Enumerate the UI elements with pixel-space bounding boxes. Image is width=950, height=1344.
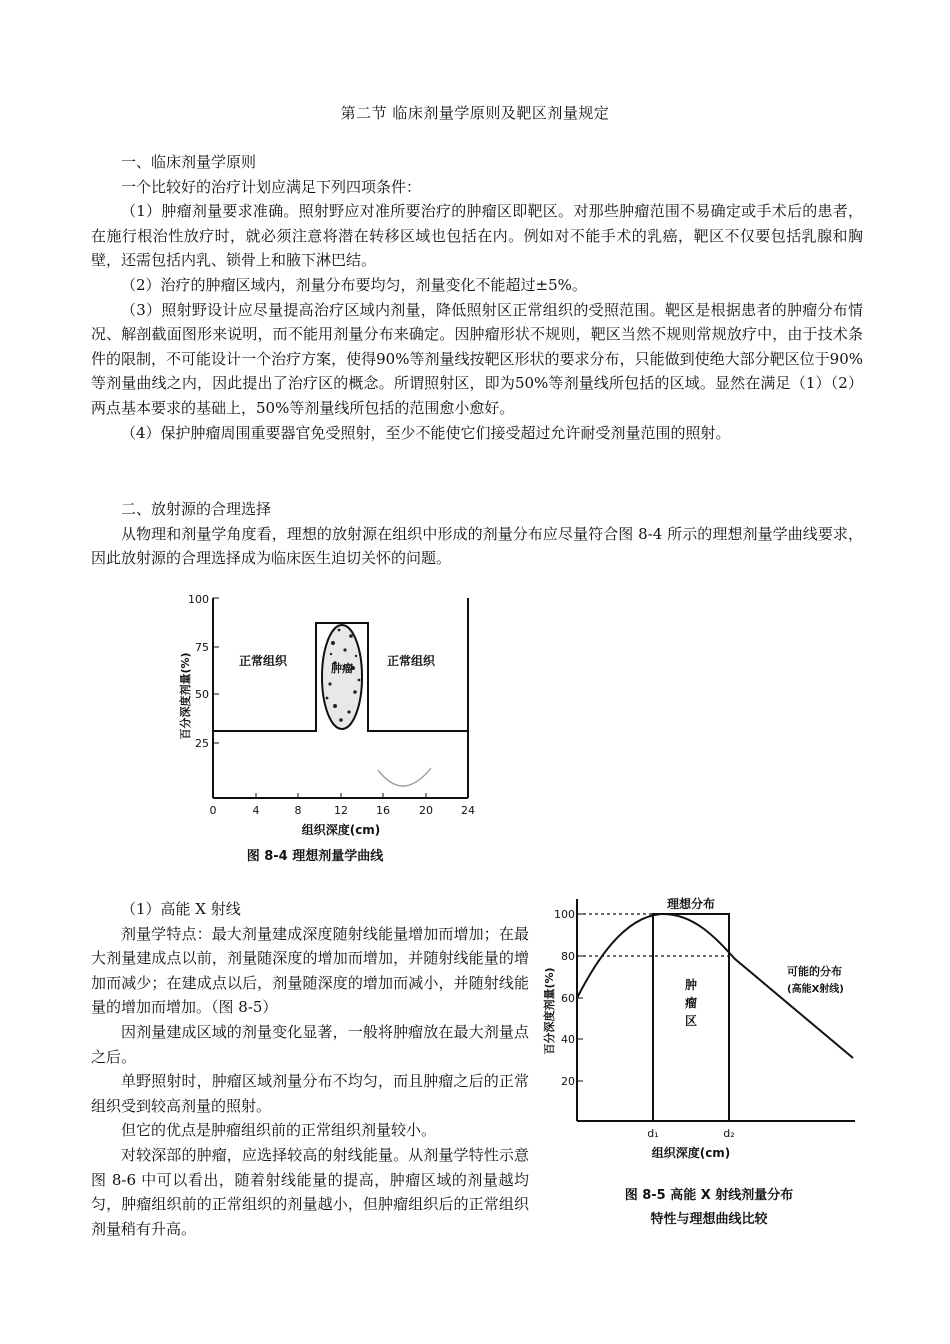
x-tick-d2: d₂ [723, 1127, 735, 1140]
x-ticks [210, 793, 476, 817]
y-tick-label: 20 [561, 1075, 575, 1088]
paragraph: 因剂量建成区域的剂量变化显著，一般将肿瘤放在最大剂量点之后。 [91, 1022, 529, 1066]
paragraph: 剂量学特点：最大剂量建成深度随射线能量增加而增加；在最大剂量建成点以前，剂量随深度的增加而增加，并随射线能量的增加而减少；在建成点以后，剂量随深度的增加而减小，并随射线能量的增加而增加。（图 8-5） [91, 924, 529, 1017]
possible-distribution-sub-label: (高能X射线) [787, 984, 844, 995]
figure-caption: 图 8-4 理想剂量学曲线 [246, 849, 384, 864]
section-heading: （1）高能 X 射线 [121, 900, 241, 918]
tumor-zone-char: 瘤 [684, 996, 698, 1010]
tumor-zone-char: 肿 [684, 978, 698, 992]
x-tick-label: 24 [461, 804, 475, 817]
normal-tissue-right-label: 正常组织 [386, 654, 436, 668]
normal-tissue-left-label: 正常组织 [238, 654, 288, 668]
figure-8-5-svg [543, 893, 873, 1233]
decorative-arc [378, 768, 431, 786]
ideal-distribution-label: 理想分布 [666, 897, 716, 911]
paragraph: （1）肿瘤剂量要求准确。照射野应对准所要治疗的肿瘤区即靶区。对那些肿瘤范围不易确定或手术后的患者，在施行根治性放疗时，就必须注意将潜在转移区域也包括在内。例如对不能手术的乳癌，靶区不仅要包括乳腺和胸壁，还需包括内乳、锁骨上和腋下淋巴结。 [91, 202, 863, 270]
figure-8-4-svg [175, 588, 485, 868]
figure-ideal-dose-curve [175, 588, 485, 868]
paragraph: 一个比较好的治疗计划应满足下列四项条件： [121, 177, 422, 196]
figure-caption-line1: 图 8-5 高能 X 射线剂量分布 [624, 1188, 794, 1203]
figure-caption-line2: 特性与理想曲线比较 [650, 1212, 768, 1227]
y-tick-label: 80 [561, 950, 575, 963]
paragraph: 但它的优点是肿瘤组织前的正常组织剂量较小。 [121, 1121, 437, 1140]
y-ticks [554, 908, 583, 1088]
y-tick-label: 40 [561, 1033, 575, 1046]
paragraph: 对较深部的肿瘤，应选择较高的射线能量。从剂量学特性示意图 8-6 中可以看出，随着射线能量的提高，肿瘤区域的剂量越均匀，肿瘤组织前的正常组织的剂量越小，但肿瘤组织后的正常组织剂量稍有升高。 [91, 1145, 529, 1238]
section-source-selection [91, 497, 863, 571]
section-high-energy-xray [91, 897, 529, 1241]
tumor-label: 肿瘤 [331, 662, 353, 675]
paragraph: （2）治疗的肿瘤区域内，剂量分布要均匀，剂量变化不能超过±5%。 [121, 275, 587, 294]
y-tick-label: 25 [195, 737, 209, 750]
x-tick-label: 8 [294, 804, 302, 817]
y-tick-label: 75 [195, 641, 209, 654]
x-tick-label: 20 [419, 804, 433, 817]
section-clinical-principles [91, 150, 863, 445]
x-axis-label: 组织深度(cm) [651, 1146, 731, 1160]
x-tick-d1: d₁ [647, 1127, 659, 1140]
figure-high-energy-xray [543, 893, 873, 1233]
tumor-shape [322, 625, 362, 729]
y-tick-label: 50 [195, 688, 209, 701]
y-tick-label: 100 [188, 593, 209, 606]
y-tick-label: 60 [561, 992, 575, 1005]
section-heading: 二、放射源的合理选择 [121, 500, 272, 518]
x-axis-label: 组织深度(cm) [301, 823, 381, 837]
paragraph: 单野照射时，肿瘤区域剂量分布不均匀，而且肿瘤之后的正常组织受到较高剂量的照射。 [91, 1072, 529, 1115]
y-ticks [188, 593, 219, 750]
x-tick-label: 12 [334, 804, 348, 817]
paragraph: （3）照射野设计应尽量提高治疗区域内剂量，降低照射区正常组织的受照范围。靶区是根据患者的肿瘤分布情况、解剖截面图形来说明，而不能用剂量分布来确定。因肿瘤形状不规则，靶区当然不规则常规放疗中，由于技术条件的限制，不可能设计一个治疗方案，使得90%等剂量线按靶区形状的要求分布，只能做到使绝大部分靶区位于90%等剂量曲线之内，因此提出了治疗区的概念。所谓照射区，即为50%等剂量线所包括的区域。显然在满足（1）（2）两点基本要求的基础上，50%等剂量线所包括的范围愈小愈好。 [91, 300, 863, 417]
paragraph: 从物理和剂量学角度看，理想的放射源在组织中形成的剂量分布应尽量符合图 8-4 所示的理想剂量学曲线要求，因此放射源的合理选择成为临床医生迫切关怀的问题。 [91, 524, 863, 568]
y-axis-label: 百分深度剂量(%) [543, 967, 556, 1055]
x-tick-label: 4 [252, 804, 260, 817]
x-tick-label: 0 [209, 804, 217, 817]
paragraph: （4）保护肿瘤周围重要器官免受照射，至少不能使它们接受超过允许耐受剂量范围的照射。 [121, 423, 731, 442]
y-tick-label: 100 [554, 908, 575, 921]
tumor-zone-label [685, 977, 697, 1028]
x-tick-label: 16 [376, 804, 390, 817]
possible-distribution-label: 可能的分布 [787, 965, 842, 978]
tumor-zone-char: 区 [684, 1014, 698, 1028]
section-heading: 一、临床剂量学原则 [121, 153, 257, 171]
y-axis-label: 百分深度剂量(%) [179, 652, 192, 740]
page-title: 第二节 临床剂量学原则及靶区剂量规定 [340, 104, 610, 122]
